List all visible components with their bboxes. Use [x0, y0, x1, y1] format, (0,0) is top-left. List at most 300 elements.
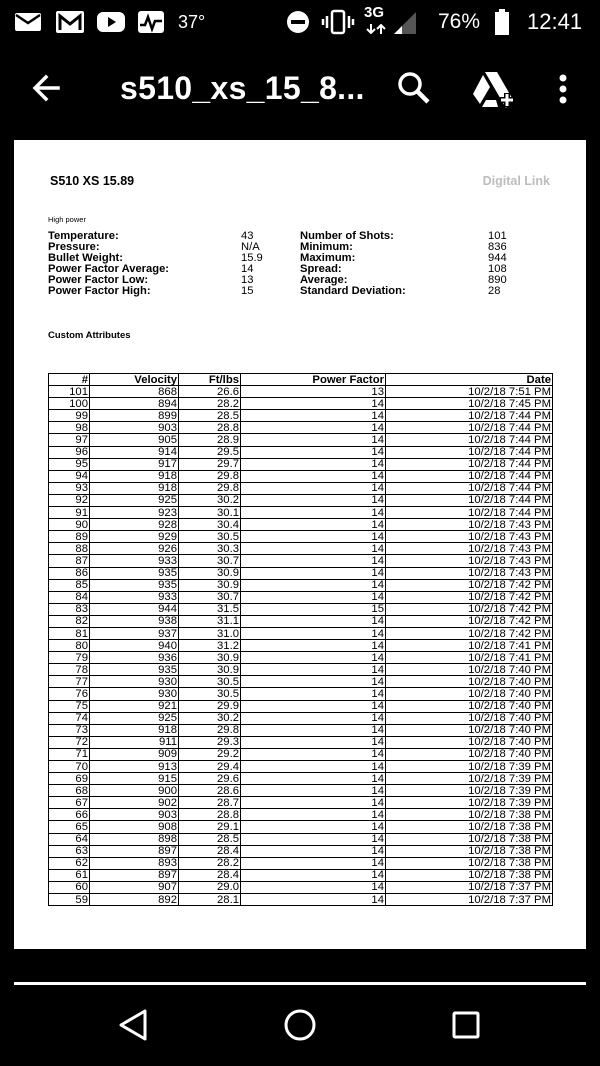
table-cell: 898: [90, 833, 179, 845]
table-cell: 10/2/18 7:40 PM: [386, 736, 553, 748]
stat-label: Average:: [300, 274, 348, 286]
stat-value: 43: [241, 230, 254, 242]
table-cell: 928: [90, 519, 179, 531]
table-cell: 30.5: [179, 531, 241, 543]
activity-icon: [137, 0, 165, 44]
battery-icon: [494, 0, 510, 44]
table-cell: 14: [241, 857, 386, 869]
column-header: Power Factor: [241, 374, 386, 386]
table-cell: 10/2/18 7:43 PM: [386, 519, 553, 531]
table-cell: 62: [49, 857, 90, 869]
table-row: [49, 724, 553, 736]
table-cell: 14: [241, 470, 386, 482]
table-cell: 28.2: [179, 857, 241, 869]
table-cell: 10/2/18 7:39 PM: [386, 773, 553, 785]
table-cell: 10/2/18 7:43 PM: [386, 555, 553, 567]
table-cell: 86: [49, 567, 90, 579]
table-cell: 14: [241, 591, 386, 603]
table-cell: 14: [241, 640, 386, 652]
stat-value: 101: [488, 230, 507, 242]
table-row: [49, 615, 553, 627]
table-cell: 10/2/18 7:38 PM: [386, 821, 553, 833]
stat-label: Maximum:: [300, 252, 356, 264]
shots-table: [48, 373, 553, 906]
table-cell: 28.8: [179, 422, 241, 434]
table-cell: 923: [90, 507, 179, 519]
table-cell: 944: [90, 603, 179, 615]
table-cell: 14: [241, 531, 386, 543]
table-row: [49, 797, 553, 809]
stat-label: Power Factor Average:: [48, 263, 170, 275]
table-cell: 14: [241, 688, 386, 700]
table-cell: 29.2: [179, 748, 241, 760]
table-cell: 14: [241, 458, 386, 470]
table-row: [49, 640, 553, 652]
table-cell: 933: [90, 591, 179, 603]
table-cell: 902: [90, 797, 179, 809]
table-cell: 10/2/18 7:44 PM: [386, 494, 553, 506]
table-cell: 28.9: [179, 434, 241, 446]
table-cell: 30.4: [179, 519, 241, 531]
column-header: #: [49, 374, 90, 386]
table-cell: 10/2/18 7:43 PM: [386, 567, 553, 579]
table-cell: 10/2/18 7:51 PM: [386, 386, 553, 398]
table-cell: 92: [49, 494, 90, 506]
table-cell: 29.8: [179, 724, 241, 736]
table-cell: 28.5: [179, 410, 241, 422]
table-cell: 75: [49, 700, 90, 712]
table-row: [49, 809, 553, 821]
table-row: [49, 555, 553, 567]
table-cell: 14: [241, 434, 386, 446]
table-cell: 14: [241, 785, 386, 797]
table-row: [49, 676, 553, 688]
table-row: [49, 567, 553, 579]
table-cell: 78: [49, 664, 90, 676]
report-title: S510 XS 15.89: [50, 174, 135, 188]
table-cell: 101: [49, 386, 90, 398]
table-cell: 93: [49, 482, 90, 494]
table-header-row: [49, 374, 553, 386]
table-cell: 918: [90, 724, 179, 736]
table-cell: 98: [49, 422, 90, 434]
table-cell: 64: [49, 833, 90, 845]
table-row: [49, 712, 553, 724]
app-bar: [0, 44, 600, 140]
table-cell: 28.8: [179, 809, 241, 821]
table-row: [49, 386, 553, 398]
vibrate-icon: [321, 0, 355, 44]
stat-value: 944: [488, 252, 507, 264]
table-cell: 938: [90, 615, 179, 627]
left-stat-values: [241, 231, 263, 297]
table-row: [49, 688, 553, 700]
add-to-drive-icon[interactable]: [468, 66, 518, 112]
table-cell: 95: [49, 458, 90, 470]
search-icon[interactable]: [392, 66, 438, 112]
nav-back-icon[interactable]: [115, 1005, 155, 1045]
table-cell: 14: [241, 797, 386, 809]
table-cell: 29.5: [179, 446, 241, 458]
table-cell: 14: [241, 748, 386, 760]
table-cell: 10/2/18 7:44 PM: [386, 470, 553, 482]
table-cell: 74: [49, 712, 90, 724]
table-row: [49, 652, 553, 664]
stat-value: 15.9: [241, 252, 263, 264]
table-cell: 10/2/18 7:42 PM: [386, 615, 553, 627]
table-cell: 930: [90, 688, 179, 700]
report-subtitle: High power: [48, 215, 86, 224]
nav-home-icon[interactable]: [280, 1005, 320, 1045]
stat-value: 15: [241, 285, 254, 297]
left-stat-labels: [48, 231, 169, 297]
table-cell: 14: [241, 845, 386, 857]
table-cell: 10/2/18 7:42 PM: [386, 579, 553, 591]
table-cell: 868: [90, 386, 179, 398]
table-row: [49, 761, 553, 773]
table-cell: 936: [90, 652, 179, 664]
column-header: Velocity: [90, 374, 179, 386]
table-cell: 925: [90, 494, 179, 506]
email-icon: [14, 0, 42, 44]
table-cell: 31.0: [179, 627, 241, 639]
table-cell: 66: [49, 809, 90, 821]
table-cell: 10/2/18 7:42 PM: [386, 591, 553, 603]
table-cell: 913: [90, 761, 179, 773]
table-cell: 65: [49, 821, 90, 833]
table-cell: 14: [241, 724, 386, 736]
table-cell: 30.2: [179, 712, 241, 724]
gmail-icon: [55, 0, 85, 44]
table-cell: 71: [49, 748, 90, 760]
document-title: s510_xs_15_8...: [120, 70, 365, 106]
table-cell: 28.5: [179, 833, 241, 845]
table-cell: 30.9: [179, 664, 241, 676]
table-cell: 63: [49, 845, 90, 857]
column-header: Ft/lbs: [179, 374, 241, 386]
table-cell: 897: [90, 869, 179, 881]
table-cell: 10/2/18 7:39 PM: [386, 785, 553, 797]
table-row: [49, 857, 553, 869]
table-cell: 914: [90, 446, 179, 458]
table-cell: 917: [90, 458, 179, 470]
table-cell: 76: [49, 688, 90, 700]
nav-recents-icon[interactable]: [446, 1005, 486, 1045]
table-cell: 68: [49, 785, 90, 797]
table-cell: 894: [90, 398, 179, 410]
table-cell: 10/2/18 7:44 PM: [386, 458, 553, 470]
stat-label: Bullet Weight:: [48, 252, 123, 264]
stat-value: 28: [488, 285, 501, 297]
stat-value: 13: [241, 274, 254, 286]
table-cell: 99: [49, 410, 90, 422]
table-cell: 14: [241, 869, 386, 881]
table-cell: 30.9: [179, 652, 241, 664]
table-cell: 10/2/18 7:44 PM: [386, 410, 553, 422]
table-cell: 15: [241, 603, 386, 615]
table-row: [49, 881, 553, 893]
stat-label: Minimum:: [300, 241, 353, 253]
table-cell: 14: [241, 894, 386, 906]
table-cell: 935: [90, 579, 179, 591]
table-cell: 10/2/18 7:44 PM: [386, 446, 553, 458]
table-cell: 933: [90, 555, 179, 567]
table-cell: 72: [49, 736, 90, 748]
table-cell: 29.6: [179, 773, 241, 785]
table-cell: 29.8: [179, 470, 241, 482]
table-cell: 10/2/18 7:43 PM: [386, 543, 553, 555]
table-cell: 918: [90, 482, 179, 494]
table-cell: 14: [241, 422, 386, 434]
table-cell: 29.9: [179, 700, 241, 712]
table-cell: 940: [90, 640, 179, 652]
right-stat-labels: [300, 231, 406, 297]
table-cell: 29.7: [179, 458, 241, 470]
table-cell: 909: [90, 748, 179, 760]
table-cell: 14: [241, 543, 386, 555]
stat-label: Power Factor Low:: [48, 274, 149, 286]
table-cell: 87: [49, 555, 90, 567]
table-cell: 10/2/18 7:45 PM: [386, 398, 553, 410]
table-cell: 892: [90, 894, 179, 906]
stat-value: 890: [488, 274, 507, 286]
table-cell: 30.1: [179, 507, 241, 519]
table-cell: 100: [49, 398, 90, 410]
temperature-text: 37°: [178, 11, 206, 32]
table-cell: 30.7: [179, 555, 241, 567]
table-cell: 61: [49, 869, 90, 881]
table-cell: 14: [241, 676, 386, 688]
table-cell: 10/2/18 7:44 PM: [386, 507, 553, 519]
stat-value: 14: [241, 263, 254, 275]
table-cell: 13: [241, 386, 386, 398]
stat-label: Power Factor High:: [48, 285, 151, 297]
table-cell: 29.3: [179, 736, 241, 748]
table-cell: 14: [241, 579, 386, 591]
table-cell: 10/2/18 7:41 PM: [386, 652, 553, 664]
table-cell: 10/2/18 7:43 PM: [386, 531, 553, 543]
table-cell: 82: [49, 615, 90, 627]
table-cell: 900: [90, 785, 179, 797]
table-cell: 899: [90, 410, 179, 422]
table-row: [49, 434, 553, 446]
table-cell: 94: [49, 470, 90, 482]
table-row: [49, 410, 553, 422]
table-row: [49, 894, 553, 906]
table-cell: 29.4: [179, 761, 241, 773]
table-row: [49, 519, 553, 531]
table-cell: 26.6: [179, 386, 241, 398]
table-row: [49, 591, 553, 603]
table-cell: 935: [90, 567, 179, 579]
table-row: [49, 494, 553, 506]
table-cell: 29.1: [179, 821, 241, 833]
table-cell: 10/2/18 7:39 PM: [386, 797, 553, 809]
table-cell: 31.5: [179, 603, 241, 615]
table-cell: 80: [49, 640, 90, 652]
table-cell: 85: [49, 579, 90, 591]
table-cell: 14: [241, 773, 386, 785]
stat-label: Spread:: [300, 263, 342, 275]
table-row: [49, 507, 553, 519]
youtube-icon: [96, 0, 126, 44]
table-cell: 14: [241, 410, 386, 422]
table-cell: 10/2/18 7:42 PM: [386, 627, 553, 639]
network-3g-indicator: [362, 0, 422, 44]
stat-label: Temperature:: [48, 230, 119, 242]
table-cell: 930: [90, 676, 179, 688]
table-cell: 10/2/18 7:44 PM: [386, 434, 553, 446]
brand-name: Digital Link: [482, 174, 550, 188]
do-not-disturb-icon: [286, 0, 310, 44]
table-cell: 69: [49, 773, 90, 785]
table-cell: 28.4: [179, 845, 241, 857]
table-cell: 14: [241, 507, 386, 519]
stat-label: Standard Deviation:: [300, 285, 406, 297]
table-cell: 10/2/18 7:38 PM: [386, 845, 553, 857]
stat-value: 836: [488, 241, 507, 253]
table-cell: 14: [241, 494, 386, 506]
table-cell: 30.5: [179, 688, 241, 700]
table-cell: 31.2: [179, 640, 241, 652]
table-cell: 77: [49, 676, 90, 688]
table-cell: 935: [90, 664, 179, 676]
table-cell: 14: [241, 881, 386, 893]
table-cell: 10/2/18 7:40 PM: [386, 664, 553, 676]
table-cell: 937: [90, 627, 179, 639]
table-cell: 30.2: [179, 494, 241, 506]
table-row: [49, 700, 553, 712]
table-row: [49, 458, 553, 470]
table-cell: 10/2/18 7:38 PM: [386, 833, 553, 845]
table-cell: 14: [241, 652, 386, 664]
right-stat-values: [488, 231, 507, 297]
table-row: [49, 543, 553, 555]
stat-value: N/A: [241, 241, 260, 253]
table-row: [49, 603, 553, 615]
table-cell: 10/2/18 7:39 PM: [386, 761, 553, 773]
table-row: [49, 821, 553, 833]
table-cell: 79: [49, 652, 90, 664]
table-cell: 30.7: [179, 591, 241, 603]
network-type-text: 3G: [364, 4, 385, 21]
stat-label: Number of Shots:: [300, 230, 394, 242]
table-cell: 921: [90, 700, 179, 712]
pdf-page[interactable]: [14, 140, 586, 949]
arrow-back-icon[interactable]: [26, 66, 72, 112]
table-cell: 10/2/18 7:40 PM: [386, 748, 553, 760]
table-row: [49, 748, 553, 760]
table-cell: 90: [49, 519, 90, 531]
table-cell: 28.6: [179, 785, 241, 797]
table-cell: 903: [90, 809, 179, 821]
table-cell: 28.4: [179, 869, 241, 881]
table-cell: 905: [90, 434, 179, 446]
table-cell: 10/2/18 7:37 PM: [386, 894, 553, 906]
table-row: [49, 422, 553, 434]
table-cell: 83: [49, 603, 90, 615]
table-cell: 14: [241, 664, 386, 676]
more-vert-icon[interactable]: [548, 66, 578, 112]
table-cell: 915: [90, 773, 179, 785]
table-row: [49, 736, 553, 748]
stat-label: Pressure:: [48, 241, 100, 253]
table-row: [49, 398, 553, 410]
table-row: [49, 785, 553, 797]
table-cell: 59: [49, 894, 90, 906]
table-cell: 70: [49, 761, 90, 773]
table-cell: 10/2/18 7:44 PM: [386, 422, 553, 434]
table-cell: 14: [241, 567, 386, 579]
shots-table-body: [49, 386, 553, 906]
column-header: Date: [386, 374, 553, 386]
table-cell: 897: [90, 845, 179, 857]
table-cell: 10/2/18 7:44 PM: [386, 482, 553, 494]
table-cell: 89: [49, 531, 90, 543]
scroll-divider: [14, 982, 586, 985]
table-cell: 903: [90, 422, 179, 434]
battery-percent: 76%: [438, 10, 481, 33]
table-cell: 30.9: [179, 579, 241, 591]
table-cell: 14: [241, 736, 386, 748]
table-cell: 28.1: [179, 894, 241, 906]
table-cell: 14: [241, 446, 386, 458]
table-row: [49, 531, 553, 543]
table-cell: 29.8: [179, 482, 241, 494]
table-cell: 67: [49, 797, 90, 809]
table-cell: 908: [90, 821, 179, 833]
table-cell: 91: [49, 507, 90, 519]
table-cell: 14: [241, 833, 386, 845]
table-cell: 60: [49, 881, 90, 893]
table-cell: 893: [90, 857, 179, 869]
table-cell: 14: [241, 555, 386, 567]
table-row: [49, 482, 553, 494]
table-row: [49, 446, 553, 458]
status-bar: [0, 0, 600, 44]
table-cell: 10/2/18 7:41 PM: [386, 640, 553, 652]
table-cell: 14: [241, 821, 386, 833]
table-cell: 14: [241, 712, 386, 724]
table-row: [49, 664, 553, 676]
table-cell: 28.7: [179, 797, 241, 809]
table-cell: 97: [49, 434, 90, 446]
table-cell: 10/2/18 7:40 PM: [386, 676, 553, 688]
table-cell: 10/2/18 7:38 PM: [386, 869, 553, 881]
table-cell: 925: [90, 712, 179, 724]
table-cell: 10/2/18 7:38 PM: [386, 809, 553, 821]
table-cell: 14: [241, 519, 386, 531]
table-cell: 30.3: [179, 543, 241, 555]
table-cell: 81: [49, 627, 90, 639]
table-cell: 14: [241, 482, 386, 494]
table-cell: 10/2/18 7:42 PM: [386, 603, 553, 615]
table-cell: 30.5: [179, 676, 241, 688]
table-row: [49, 833, 553, 845]
table-cell: 14: [241, 809, 386, 821]
table-cell: 84: [49, 591, 90, 603]
table-cell: 10/2/18 7:40 PM: [386, 712, 553, 724]
table-cell: 918: [90, 470, 179, 482]
table-cell: 96: [49, 446, 90, 458]
table-cell: 907: [90, 881, 179, 893]
table-cell: 929: [90, 531, 179, 543]
table-cell: 14: [241, 700, 386, 712]
table-cell: 88: [49, 543, 90, 555]
table-cell: 10/2/18 7:40 PM: [386, 700, 553, 712]
table-row: [49, 773, 553, 785]
table-row: [49, 845, 553, 857]
